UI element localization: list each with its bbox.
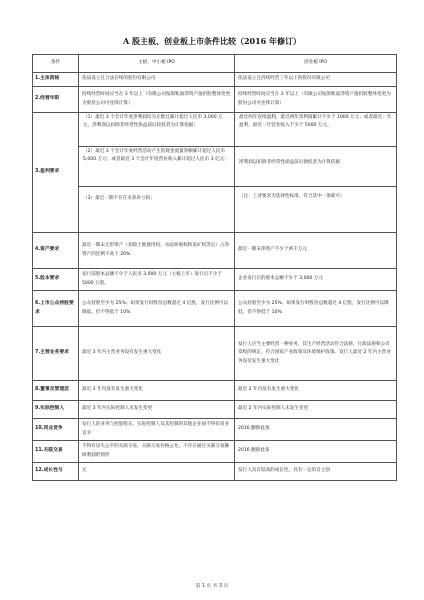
row-main-board-value: 发行人的业务与控股股东、实际控制人及其控制的其他企业间不得有同业竞争 — [79, 419, 235, 441]
header-gem: 创业板 IPO — [235, 55, 397, 73]
row-gem-value: 2016 删除此条 — [235, 441, 397, 463]
row-main-board-value: 最近 3 年内没有发生重大变化 — [79, 381, 235, 401]
profit-main-clause: （1）最近 3 个会计年度净利润均为正数且累计超过人民币 3,000 万元，净利润以扣除非经常性损益前后较低者为计算依据； — [79, 113, 234, 147]
row-main-board-value: 最近 3 年内主营业务没有发生重大变化 — [79, 327, 235, 381]
row-main-board-value: 依法设立且合法存续的股份有限公司 — [79, 73, 235, 87]
row-gem-value: 持续经营时间应当在 3 年以上（有限公司按原账面净资产值折股整体变更为股份公司可连续计算） — [235, 87, 397, 113]
row-gem-value: 企业发行后的股本总额不少于 3,000 万元 — [235, 269, 397, 291]
table-row — [33, 381, 397, 401]
profit-main-clause: （2）最近 3 个会计年度经营活动产生的现金流量净额累计超过人民币 5,000 万元；或者最近 3 个会计年度营业收入累计超过人民币 3 亿元； — [79, 147, 234, 187]
row-gem-value: 2016 删除此条 — [235, 419, 397, 441]
row-condition: 7.主营业务要求 — [33, 327, 79, 381]
row-condition: 12.成长性与 — [33, 463, 79, 481]
row-gem-value: 最近 2 年内没有发生重大变化 — [235, 381, 397, 401]
table-row — [33, 73, 397, 87]
document-title: A 股主板、创业板上市条件比较（2016 年修订） — [122, 36, 302, 46]
row-gem-value: 最近 2 年内实际控制人未发生变更 — [235, 401, 397, 419]
row-main-board-value: 不得有显失公平的关联交易，关联交易价格公允，不存在通过关联交易操纵利润的情形 — [79, 441, 235, 463]
row-main-board-value: 发行前股本总额不少于人民币 3,000 万元（主板上市）发行后不少于 5000 万股。 — [79, 269, 235, 291]
row-condition: 9.实际控制人 — [33, 401, 79, 419]
row-main-board-value: 无 — [79, 463, 235, 481]
row-condition: 2.经营年限 — [33, 87, 79, 113]
row-condition: 11.关联交易 — [33, 441, 79, 463]
page-footer: 第 1 页 共 3 页 — [195, 584, 229, 589]
profit-gem-clause: 净利润以扣除非经常性损益前后孰低者为计算依据 — [235, 147, 396, 187]
profit-gem-cell — [235, 113, 397, 233]
row-condition: 8.董事及管理层 — [33, 381, 79, 401]
table-row — [33, 327, 397, 381]
row-gem-value: 最近一期末净资产不少于两千万元 — [235, 233, 397, 269]
header-condition: 条件 — [33, 55, 79, 73]
row-main-board-value: 公众持股至少为 25%；如果发行时股份总数超过 4 亿股，发行比例可以降低，但不得低于 10% — [79, 291, 235, 327]
profit-main-cell — [79, 113, 235, 233]
row-condition: 3.盈利要求 — [33, 113, 79, 233]
table-header-row — [33, 55, 397, 73]
row-gem-value: 公众持股至少为 25%；如果发行时股份总数超过 4 亿股，发行比例可以降低，但不得低于 10% — [235, 291, 397, 327]
row-condition: 10.同业竞争 — [33, 419, 79, 441]
row-main-board-value: 最近一期末无形资产（扣除土地使用权、水面养殖权和采矿权等后）占净资产的比例不高于 20% — [79, 233, 235, 269]
row-condition: 6.上市公众持股要求 — [33, 291, 79, 327]
header-main-board: 主板、中小板 IPO — [79, 55, 235, 73]
profit-main-clause: （3）最近一期不存在未弥补亏损； — [83, 196, 155, 201]
row-gem-value: 依法设立且持续经营三年以上的股份有限公司 — [235, 73, 397, 87]
table-row — [33, 441, 397, 463]
row-condition: 5.股本要求 — [33, 269, 79, 291]
row-main-board-value: 最近 3 年内实际控制人未发生变更 — [79, 401, 235, 419]
row-condition: 1.主体资格 — [33, 73, 79, 87]
profit-gem-clause: 最近两年连续盈利，最近两年净利润累计不少于 1000 万元；或者最近一年盈利，最近一年营业收入不少于 5000 万元。 — [235, 113, 396, 147]
row-gem-value: 发行人应当主要经营一种业务，其生产经营活动符合法律、行政法规和公司章程的规定，符合国家产业政策及环境保护政策。发行人最近 2 年内主营业务没有发生重大变化 — [235, 327, 397, 381]
table-row — [33, 463, 397, 481]
row-condition: 4.资产要求 — [33, 233, 79, 269]
table-row — [33, 419, 397, 441]
table-row — [33, 269, 397, 291]
row-gem-value: 发行人具有较高的成长性，具有一定的自主创 — [235, 463, 397, 481]
profit-gem-clause: （注：上述要求为选择性标准，符合其中一条即可） — [239, 194, 345, 199]
comparison-table — [32, 54, 397, 481]
table-row — [33, 401, 397, 419]
row-main-board-value: 持续经营时间应当在 3 年以上（有限公司按原账面净资产值折股整体变更为股份公司可连续计算） — [79, 87, 235, 113]
table-row — [33, 291, 397, 327]
table-row — [33, 87, 397, 113]
table-row — [33, 233, 397, 269]
table-row — [33, 113, 397, 233]
